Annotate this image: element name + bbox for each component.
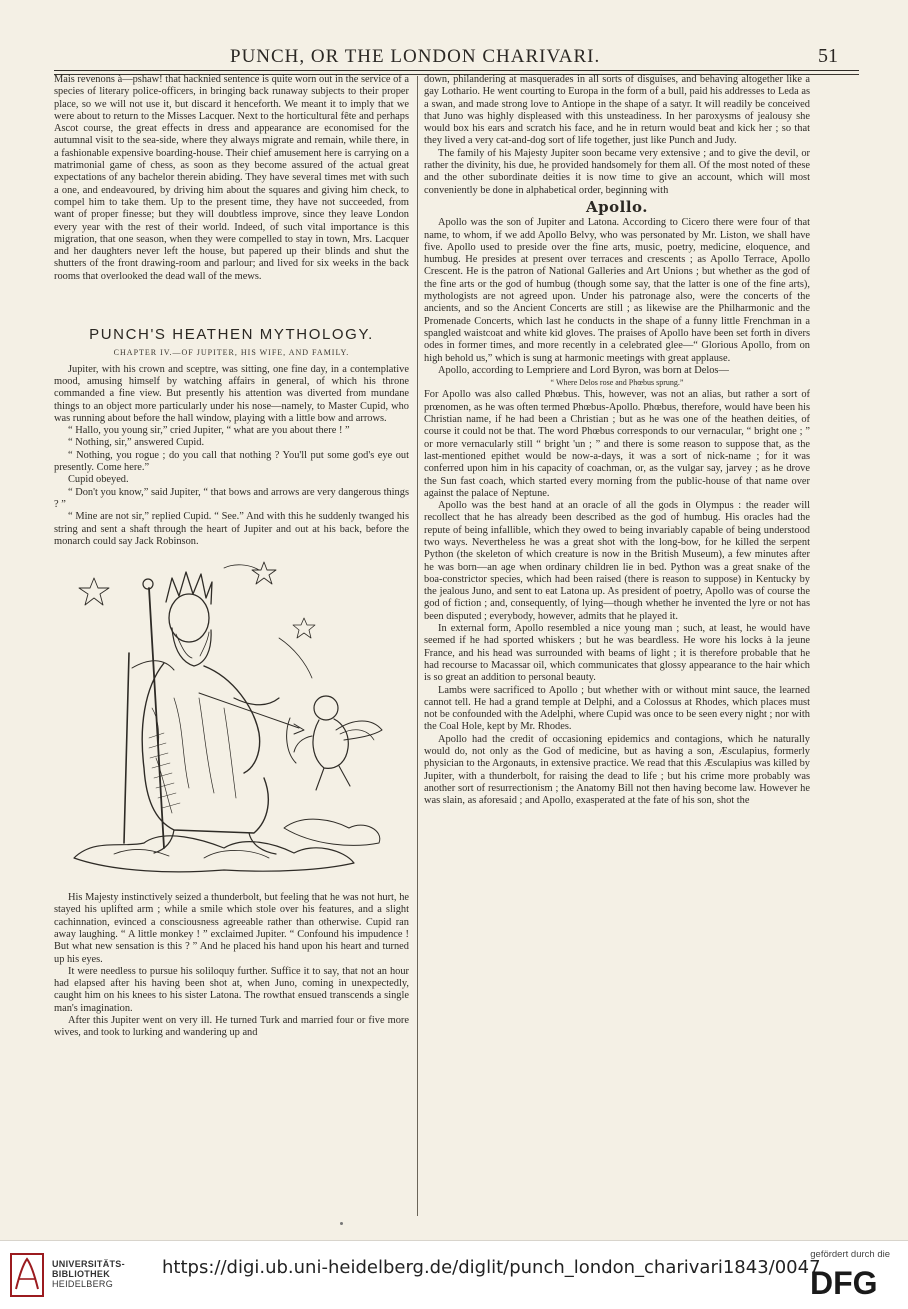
running-title: PUNCH, OR THE LONDON CHARIVARI. [230,46,601,67]
institution-line: BIBLIOTHEK [52,1269,110,1279]
paragraph: Apollo had the credit of occasioning epidemics and contagions, which he naturally would do, not only as the God of medicine, but as having a son, Æsculapius, formerly physician to the Argonauts, in extensive practice. We read that this Æsculapius was killed by Jupiter, with a thunderbolt, for raising the dead to life ; but his crime more probably was another sort of resurrectionism ; the Anatomy Bill not then having become law. However he was slain, as aforesaid ; and Apollo, exasperated at the fate of his son, shot the [424,733,810,807]
intro-paragraph: Mais revenons à—pshaw! that hacknied sentence is quite worn out in the service of a species of literary police-officers, in bringing back runaway subjects to their proper place, so we will not use it, but discard it henceforth. We meant it to imply that we were about to return to the Misses Lacquer. Next to the horticultural fête and perhaps Ascot course, the great effects in dress and appearance are economised for the autumnal visit to the sea-side, where they always migrate and remain, while there, in a fashionable expensive boarding-house. Their chief amusement here is carrying on a matrimonial game of chess, as soon as they become assured of the actual great expectations of any bachelor therein abiding. They have several times met with such a one, and endeavoured, by driving him about the squares and giving him check, to compel him to take them. Up to the present time, they have not succeeded, from want of proper finesse; but they will doubtless improve, since they leave London every year with the rest of their world. Indeed, of such vital importance is this migration, that one season, when they were compelled to stay in town, Mrs. Lacquer and her daughters never left the house, but papered up their blinds and shut the shutters of the front drawing-room and parlour; and lived for six weeks in the back rooms that overlooked the dead wall of the mews. [54,74,409,282]
section-title: PUNCH'S HEATHEN MYTHOLOGY. [89,326,374,344]
digitization-footer [0,1240,908,1309]
paragraph: Apollo, according to Lempriere and Lord Byron, was born at Delos— [438,364,729,376]
paragraph: Cupid obeyed. [68,474,129,486]
institution-name [52,1259,125,1289]
paragraph: Apollo was the son of Jupiter and Latona. According to Cicero there were four of that name, to whom, if we add Apollo Belvy, who was personated by Mr. Liston, we shall have five. Apollo used to preside over the fine arts, music, poetry, medicine, eloquence, and humbug. He presides at present over terraces and crescents ; as Apollo Terrace, Apollo Crescent. He is the patron of National Galleries and Art Unions ; but whether as the god of the fine arts or the god of humbug (though some say, that the latter is one of the fine arts), mythologists are not agreed upon. Under his patronage also, were the concerts of the ancients, and so the Ancient Concerts are still ; as likewise are the Philharmonic and the Promenade Concerts, which last he conducts in the shape of a funny little Frenchman in a spangled waistcoat and white kid gloves. The praises of Apollo have been set forth in divers odes in former times, and more recently in a celebrated glee—“ Glorious Apollo, from on high behold us,” which is sung at harmonic meetings with great applause. [424,217,810,364]
institution-line: UNIVERSITÄTS- [52,1259,125,1269]
paragraph: In external form, Apollo resembled a nice young man ; such, at least, he would have seemed if he had sported whiskers ; but he was beardless. He wore his locks à la jeune France, and his head was surrounded with beams of light ; it is therefore probable that he had recourse to Macassar oil, which communicates that glossy appearance to the hair which is so great an addition to personal beauty. [424,623,810,684]
paragraph: down, philandering at masquerades in all sorts of disguises, and behaving altogether like a gay Lothario. He went courting to Europa in the form of a bull, paid his addresses to Leda as a swan, and made strong love to Antiope in the shape of a satyr. It will readily be conceived that Juno was highly displeased with this unsteadiness. In her paroxysms of jealousy she would box his ears and scratch his face, and he in return would beat and kick her ; so that they lived a very cat-and-dog sort of life together, just like Punch and Judy. [424,74,810,147]
paragraph: Apollo was the best hand at an oracle of all the gods in Olympus : the reader will recollect that he has already been described as the god of humbug. His oracles had the repute of being infallible, which they owed to being invariably capable of being understood two ways. Nevertheless he was a great shot with the long-bow, for he killed the serpent Python (the skeleton of which creature is now in the British Museum), a few minutes after he was born—an age when ordinary children lie in bed. Python was a great snake of the boa-constrictor species, which had been raised (there is reason to suppose) in Kentucky by the jealous Juno, and sent to eat Latona up. As president of poetry, Apollo was of course the god of fiction ; and, consequently, of lying—though whether he invented the lyre or not has been disputed ; everybody, however, admits that he played it. [424,500,810,622]
dfg-logo-text: DFG [810,1267,878,1297]
institution-line: HEIDELBERG [52,1279,114,1289]
page-number: 51 [818,45,838,67]
quote-line: “ Where Delos rose and Phœbus sprung.” [550,378,684,388]
paragraph: “ Don't you know,” said Jupiter, “ that bows and arrows are very dangerous things ? ” [54,486,409,510]
print-mark [340,1222,343,1225]
chapter-heading: CHAPTER IV.—OF JUPITER, HIS WIFE, AND FAMILY. [113,348,350,358]
left-column [54,74,409,1040]
dfg-logo-icon [810,1267,892,1297]
paragraph: “ Nothing, you rogue ; do you call that nothing ? You'll put some god's eye out presently. Come here.” [54,449,409,474]
header-rule [54,70,859,71]
jupiter-cupid-illustration [54,558,409,888]
paragraph: It were needless to pursue his soliloquy further. Suffice it to say, that not an hour had elapsed after his having been shot at, when Juno, coming in unexpectedly, caught him on his knees to his sister Latona. The rowthat ensued transcends a single man's imagination. [54,965,409,1014]
apollo-heading: Apollo. [586,197,648,216]
right-column [424,74,810,808]
page-header [0,40,908,70]
engraving-drawing [54,558,409,888]
university-seal-icon [10,1253,44,1297]
column-separator [417,76,418,1216]
paragraph: “ Nothing, sir,” answered Cupid. [68,437,205,449]
permalink-url[interactable]: https://digi.ub.uni-heidelberg.de/diglit/punch_london_charivari1843/0047 [162,1257,821,1278]
paragraph: His Majesty instinctively seized a thunderbolt, but feeling that he was not hurt, he stayed his uplifted arm ; while a smile which stole over his features, and a slight cachinnation, evinced a consciousness agreeable rather than otherwise. Cupid ran away laughing. “ A little monkey ! ” exclaimed Jupiter. “ Confound his impudence ! But what new sensation is this ? ” And he placed his hand upon his heart and turned up his eyes. [54,892,409,965]
paragraph: Jupiter, with his crown and sceptre, was sitting, one fine day, in a contemplative mood, amusing himself by watching affairs in general, of which his throne commanded a fine view. But presently his attention was diverted from mundane things to an object more particularly under his nose—namely, to Master Cupid, who was running about before the hall window, playing with a little bow and arrows. [54,363,409,424]
funded-by-label: gefördert durch die [810,1249,890,1260]
paragraph: After this Jupiter went on very ill. He turned Turk and married four or five more wives, and took to lurking and wandering up and [54,1015,409,1039]
paragraph: For Apollo was also called Phœbus. This, however, was not an alias, but rather a sort of prœnomen, as he was often termed Phœbus-Apollo. Phœbus, therefore, would have been his Christian name, if he had been a Christian ; but as he was one of the heathen deities, of course it could not be that. The word Phœbus corresponds to our vernacular, “ bright one ; ” or more vernacularly still “ bright 'un ; ” and there is some reason to suppose that, as the last-mentioned epithet would be now-a-days, it was a sort of nick-name ; for it was conferred upon him in his capacity of coachman, or, as the vulgar say, jarvey ; as he drove the Sun fast coach, which started every morning from the public-house of that name over against the palace of Neptune. [424,389,810,499]
paragraph: The family of his Majesty Jupiter soon became very extensive ; and to give the devil, or rather the divinity, his due, he provided handsomely for them all. Of the most noted of these and the other subordinate deities it is now time to give an account, which will most conveniently be done in alphabetical order, beginning with [424,147,810,196]
paragraph: “ Hallo, you young sir,” cried Jupiter, “ what are you about there ! ” [68,425,350,437]
paragraph: “ Mine are not sir,” replied Cupid. “ See.” And with this he suddenly twanged his string and sent a shaft through the heart of Jupiter and out at his back, before the monarch could say Jack Robinson. [54,511,409,547]
paragraph: Lambs were sacrificed to Apollo ; but whether with or without mint sauce, the learned cannot tell. He had a grand temple at Delphi, and a Colossus at Rhodes, which places must not be confounded with the Adelphi, where Cupid was once to be seen every night ; nor with the Coal Hole, kept by Mr. Rhodes. [424,684,810,733]
